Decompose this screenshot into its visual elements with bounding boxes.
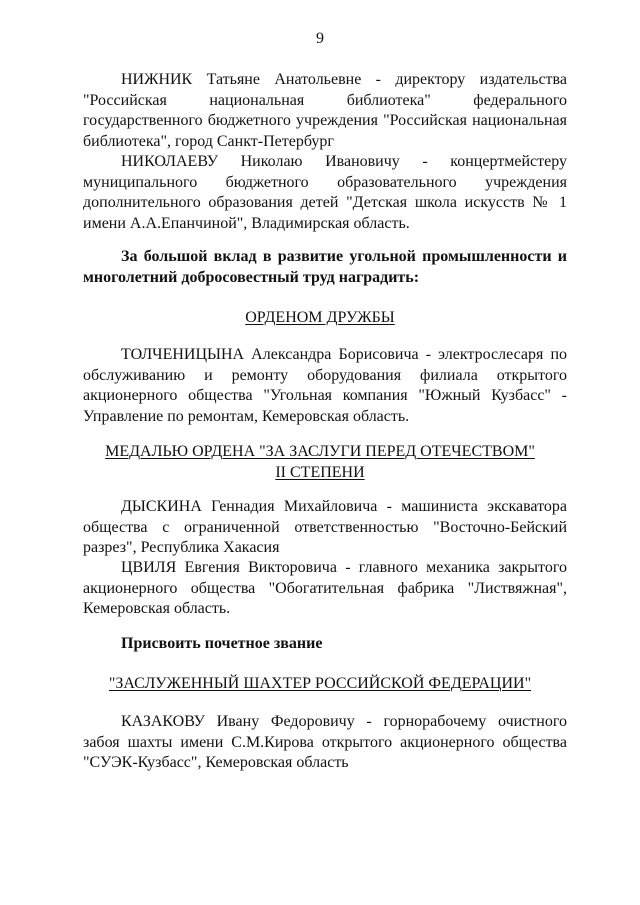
- heading-medal-line2-text: II СТЕПЕНИ: [275, 464, 365, 481]
- page-number: 9: [316, 30, 324, 47]
- paragraph-kazakovu: КАЗАКОВУ Ивану Федоровичу - горнорабочему очистного забоя шахты имени С.М.Кирова открытого акционерного общества "СУЭК-Кузбасс", Кемеровская область: [83, 713, 567, 771]
- heading-honored-miner: [0, 674, 640, 695]
- heading-order-friendship: [0, 308, 640, 329]
- paragraph-tolchenitsyna: ТОЛЧЕНИЦЫНА Александра Борисовича - электрослесаря по обслуживанию и ремонту оборудования филиала открытого акционерного общества "Угольная компания "Южный Кузбасс" - Управление по ремонтам, Кемеровская область.: [83, 346, 567, 425]
- paragraph-tsvilya: ЦВИЛЯ Евгения Викторовича - главного механика закрытого акционерного общества "Обогатительная фабрика "Листвяжная", Кемеровская область.: [83, 559, 567, 617]
- paragraph-dyskina: ДЫСКИНА Геннадия Михайловича - машиниста экскаватора общества с ограниченной ответственностью "Восточно-Бейский разрез", Республика Хакасия: [83, 498, 567, 556]
- heading-medal-line2: [0, 463, 640, 484]
- heading-medal-line1-text: МЕДАЛЬЮ ОРДЕНА "ЗА ЗАСЛУГИ ПЕРЕД ОТЕЧЕСТВОМ": [105, 443, 535, 460]
- paragraph-nizhnik: НИЖНИК Татьяне Анатольевне - директору издательства "Российская национальная библиотека" федерального государственного бюджетного учреждения "Российская национальная библиотека", город Санкт-Петербург: [83, 71, 567, 150]
- award-intro: За большой вклад в развитие угольной промышленности и многолетний добросовестный труд наградить:: [83, 248, 567, 286]
- title-intro: Присвоить почетное звание: [121, 635, 323, 652]
- paragraph-nikolaevu: НИКОЛАЕВУ Николаю Ивановичу - концертмейстеру муниципального бюджетного образовательного учреждения дополнительного образования детей "Детская школа искусств № 1 имени А.А.Епанчиной", Владимирская область.: [83, 153, 567, 232]
- heading-order-friendship-text: ОРДЕНОМ ДРУЖБЫ: [245, 309, 395, 326]
- heading-honored-miner-text: "ЗАСЛУЖЕННЫЙ ШАХТЕР РОССИЙСКОЙ ФЕДЕРАЦИИ": [108, 675, 532, 692]
- heading-medal-line1: [0, 442, 640, 463]
